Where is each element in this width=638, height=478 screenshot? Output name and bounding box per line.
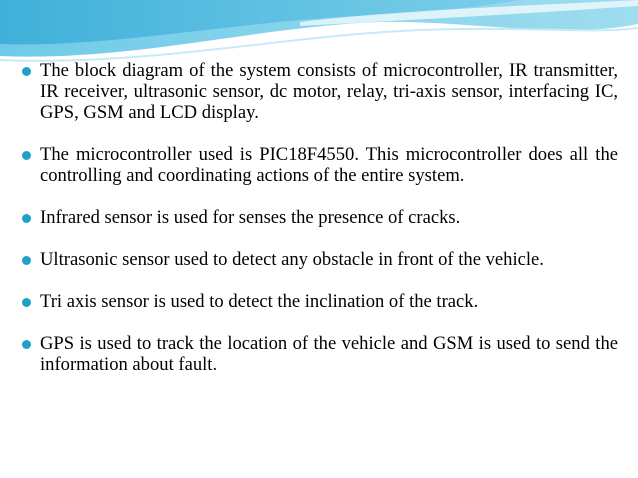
- bullet-item: [22, 249, 618, 270]
- bullet-text: Ultrasonic sensor used to detect any obstacle in front of the vehicle.: [40, 249, 544, 270]
- bullet-text: The block diagram of the system consists of microcontroller, IR transmitter, IR receiver, ultrasonic sensor, dc motor, relay, tri-axis sensor, interfacing IC, GPS, GSM and LCD display.: [40, 60, 618, 123]
- bullet-item: [22, 60, 618, 123]
- bullet-item: [22, 333, 618, 375]
- bullet-dot-icon: [22, 298, 31, 307]
- bullet-text: The microcontroller used is PIC18F4550. This microcontroller does all the controlling and coordinating actions of the entire system.: [40, 144, 618, 186]
- bullet-dot-icon: [22, 256, 31, 265]
- bullet-text: GPS is used to track the location of the vehicle and GSM is used to send the information about fault.: [40, 333, 618, 375]
- bullet-list: [22, 60, 618, 375]
- bullet-dot-icon: [22, 151, 31, 160]
- bullet-text: Tri axis sensor is used to detect the inclination of the track.: [40, 291, 479, 312]
- bullet-dot-icon: [22, 67, 31, 76]
- bullet-item: [22, 144, 618, 186]
- bullet-item: [22, 207, 618, 228]
- bullet-dot-icon: [22, 214, 31, 223]
- bullet-item: [22, 291, 618, 312]
- bullet-dot-icon: [22, 340, 31, 349]
- bullet-text: Infrared sensor is used for senses the presence of cracks.: [40, 207, 461, 228]
